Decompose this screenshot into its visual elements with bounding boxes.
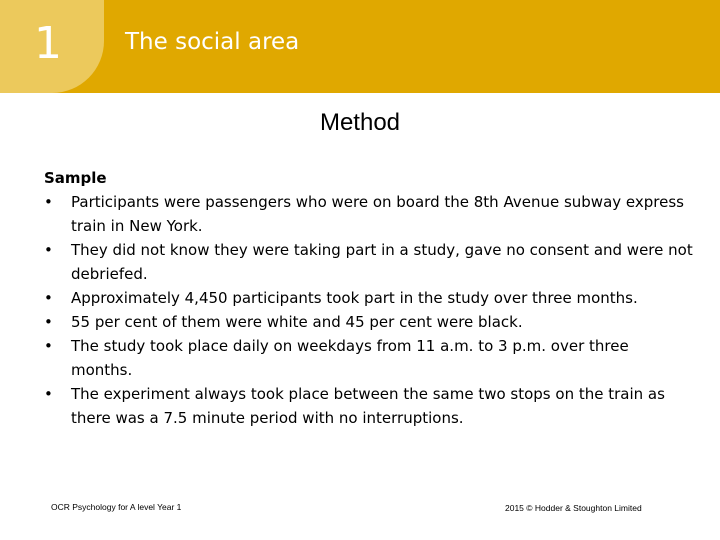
bullet-text: 55 per cent of them were white and 45 per cent were black. — [71, 313, 523, 331]
bullet-text: The study took place daily on weekdays from 11 a.m. to 3 p.m. over three months. — [71, 337, 629, 379]
bullet-mark: • — [44, 241, 53, 259]
footer-left-text: OCR Psychology for A level Year 1 — [51, 502, 182, 512]
bullet-item — [44, 310, 694, 334]
bullet-mark: • — [44, 313, 53, 331]
bullet-text: Participants were passengers who were on board the 8th Avenue subway express train in New York. — [71, 193, 684, 235]
slide-title: Method — [319, 109, 401, 136]
section-heading: Sample — [44, 169, 107, 187]
bullet-item — [44, 382, 694, 430]
bullet-text: They did not know they were taking part in a study, gave no consent and were not debriefed. — [71, 241, 693, 283]
content-body — [44, 166, 694, 430]
bullet-item — [44, 238, 694, 286]
bullet-text: Approximately 4,450 participants took part in the study over three months. — [71, 289, 638, 307]
chapter-number: 1 — [34, 18, 62, 69]
bullet-item — [44, 334, 694, 382]
bullet-mark: • — [44, 193, 53, 211]
bullet-text: The experiment always took place between the same two stops on the train as there was a 7.5 minute period with no interruptions. — [71, 385, 665, 427]
bullet-item — [44, 190, 694, 238]
bullet-list — [44, 190, 694, 430]
header-title: The social area — [125, 29, 300, 55]
footer-copyright: 2015 © Hodder & Stoughton Limited — [505, 503, 642, 513]
header-bar — [0, 0, 720, 93]
bullet-mark: • — [44, 337, 53, 355]
bullet-mark: • — [44, 289, 53, 307]
bullet-item — [44, 286, 694, 310]
bullet-mark: • — [44, 385, 53, 403]
